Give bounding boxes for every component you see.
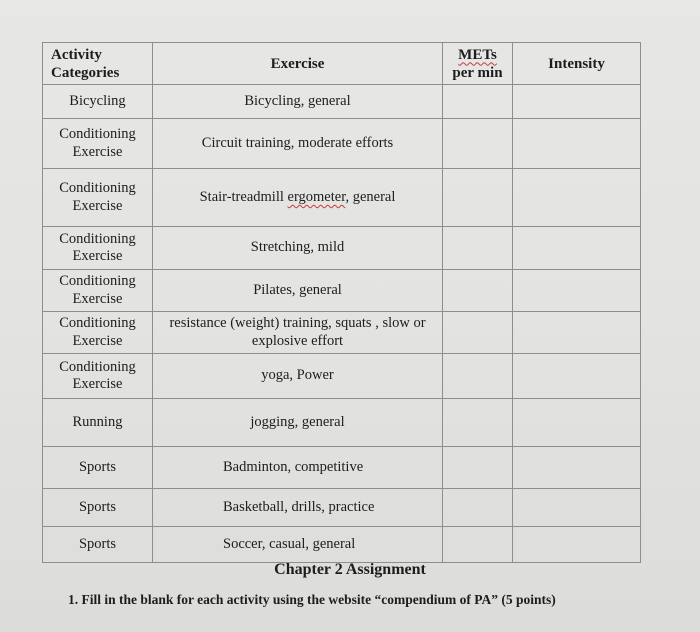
intensity-blank-cell[interactable] xyxy=(513,312,641,354)
intensity-blank-cell[interactable] xyxy=(513,119,641,169)
mets-blank-cell[interactable] xyxy=(443,169,513,227)
intensity-blank-cell[interactable] xyxy=(513,85,641,119)
category-cell xyxy=(43,169,153,227)
exercise-text: Badminton, competitive xyxy=(223,458,364,475)
exercise-cell xyxy=(153,270,443,312)
mets-blank-cell[interactable] xyxy=(443,85,513,119)
assignment-instruction: 1. Fill in the blank for each activity using the website “compendium of PA” (5 points) xyxy=(68,592,556,607)
mets-blank-cell[interactable] xyxy=(443,270,513,312)
header-mets-per-min xyxy=(443,43,513,85)
mets-blank-cell[interactable] xyxy=(443,312,513,354)
category-cell xyxy=(43,270,153,312)
category-text: Conditioning xyxy=(59,126,136,143)
exercise-text: Stair-treadmill xyxy=(199,188,288,205)
category-text: Sports xyxy=(78,458,117,475)
table-row xyxy=(43,312,641,354)
table-header-row xyxy=(43,43,641,85)
header-exercise: Exercise xyxy=(153,43,443,85)
table-row xyxy=(43,169,641,227)
exercise-text: , general xyxy=(345,188,396,205)
exercise-text: Stretching, mild xyxy=(250,239,345,256)
category-text: Conditioning xyxy=(59,358,136,375)
exercise-text: Soccer, casual, general xyxy=(223,535,356,552)
category-cell xyxy=(43,527,153,563)
category-text: Conditioning xyxy=(59,315,136,332)
table-row xyxy=(43,85,641,119)
table-row xyxy=(43,227,641,270)
header-intensity: Intensity xyxy=(513,43,641,85)
category-text: Conditioning xyxy=(59,180,136,197)
exercise-text: explosive effort xyxy=(251,332,344,349)
category-text: Exercise xyxy=(72,197,123,214)
category-text: Exercise xyxy=(72,332,123,349)
exercise-cell xyxy=(153,399,443,447)
exercise-cell xyxy=(153,227,443,270)
exercise-text-misspelled: ergometer xyxy=(287,188,346,205)
exercise-text: resistance (weight) training, squats , slow or xyxy=(169,315,426,332)
mets-blank-cell[interactable] xyxy=(443,489,513,527)
exercise-cell xyxy=(153,527,443,563)
category-cell xyxy=(43,227,153,270)
category-text: Sports xyxy=(78,535,117,552)
table-row xyxy=(43,354,641,399)
exercise-cell xyxy=(153,169,443,227)
intensity-blank-cell[interactable] xyxy=(513,399,641,447)
mets-blank-cell[interactable] xyxy=(443,354,513,399)
exercise-cell xyxy=(153,354,443,399)
exercise-cell xyxy=(153,119,443,169)
exercise-text: Pilates, general xyxy=(253,281,342,298)
category-text: Conditioning xyxy=(59,273,136,290)
category-cell xyxy=(43,399,153,447)
category-text: Exercise xyxy=(72,143,123,160)
exercise-cell xyxy=(153,447,443,489)
exercise-text: jogging, general xyxy=(250,413,345,430)
mets-blank-cell[interactable] xyxy=(443,527,513,563)
header-activity-text: Activity xyxy=(51,46,102,63)
table-row xyxy=(43,489,641,527)
category-cell xyxy=(43,354,153,399)
exercise-text: yoga, Power xyxy=(261,367,334,384)
intensity-blank-cell[interactable] xyxy=(513,447,641,489)
assignment-title: Chapter 2 Assignment xyxy=(274,561,426,578)
exercise-cell xyxy=(153,312,443,354)
mets-blank-cell[interactable] xyxy=(443,399,513,447)
category-text: Conditioning xyxy=(59,230,136,247)
category-text: Bicycling xyxy=(69,92,126,109)
header-activity-categories xyxy=(43,43,153,85)
category-text: Exercise xyxy=(72,376,123,392)
header-categories-text: Categories xyxy=(51,64,120,81)
category-text: Sports xyxy=(78,498,117,515)
exercise-text: Circuit training, moderate efforts xyxy=(201,134,394,151)
category-cell xyxy=(43,447,153,489)
activity-table xyxy=(42,42,641,563)
mets-blank-cell[interactable] xyxy=(443,227,513,270)
category-text: Exercise xyxy=(72,248,123,264)
header-mets-text: METs xyxy=(458,46,497,63)
exercise-cell xyxy=(153,489,443,527)
exercise-cell xyxy=(153,85,443,119)
exercise-text: Bicycling, general xyxy=(244,92,351,109)
exercise-text: Basketball, drills, practice xyxy=(223,498,375,515)
header-per-min-text: per min xyxy=(452,64,503,81)
intensity-blank-cell[interactable] xyxy=(513,227,641,270)
category-cell xyxy=(43,119,153,169)
intensity-blank-cell[interactable] xyxy=(513,169,641,227)
intensity-blank-cell[interactable] xyxy=(513,527,641,563)
intensity-blank-cell[interactable] xyxy=(513,489,641,527)
table-row xyxy=(43,399,641,447)
category-cell xyxy=(43,489,153,527)
intensity-blank-cell[interactable] xyxy=(513,354,641,399)
table-row xyxy=(43,119,641,169)
table-row xyxy=(43,527,641,563)
intensity-blank-cell[interactable] xyxy=(513,270,641,312)
category-text: Running xyxy=(72,413,123,430)
mets-blank-cell[interactable] xyxy=(443,447,513,489)
mets-blank-cell[interactable] xyxy=(443,119,513,169)
category-cell xyxy=(43,85,153,119)
category-text: Exercise xyxy=(72,290,123,307)
category-cell xyxy=(43,312,153,354)
table-row xyxy=(43,447,641,489)
table-row xyxy=(43,270,641,312)
